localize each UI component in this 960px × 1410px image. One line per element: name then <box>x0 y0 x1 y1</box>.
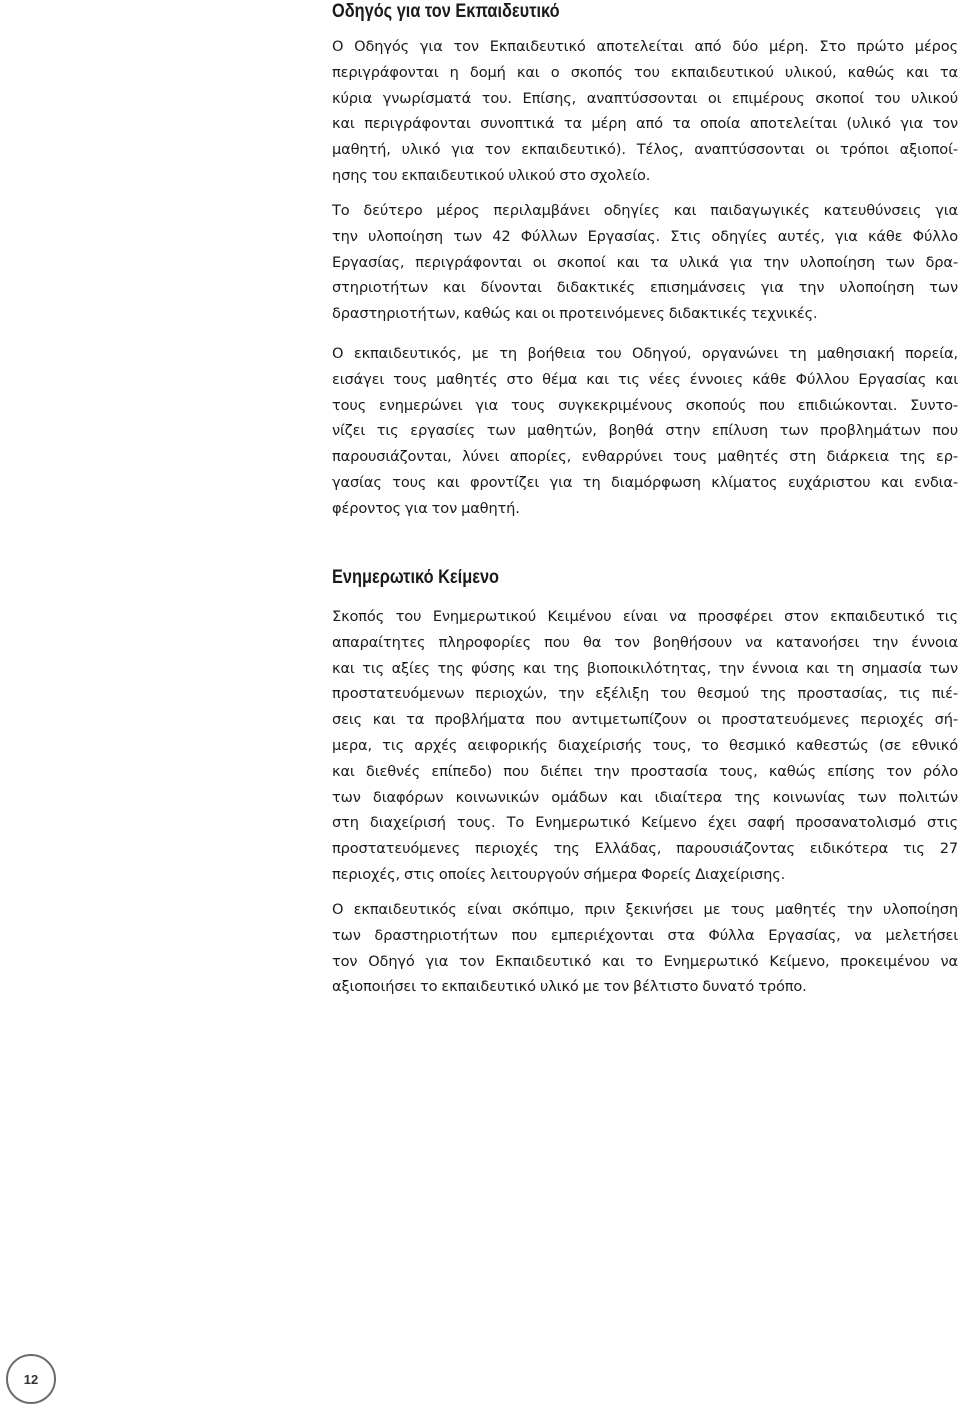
section-title-teacher-guide: Οδηγός για τον Εκπαιδευτικό <box>332 1 560 22</box>
text-line: αξιοποιήσει το εκπαιδευτικό υλικό με τον βέλτιστο δυνατό τρόπο. <box>332 978 807 996</box>
paragraph-second-part <box>332 198 958 327</box>
text-line: περιγράφονται η δομή και ο σκοπός του εκπαιδευτικού υλικού, καθώς και τα <box>332 63 958 81</box>
text-line: Ο Οδηγός για τον Εκπαιδευτικό αποτελείται από δύο μέρη. Στο πρώτο μέρος <box>332 38 958 55</box>
text-line: Εργασίας, περιγράφονται οι σκοποί και τα υλικά για την υλοποίηση των δρα- <box>332 253 958 271</box>
text-line: απαραίτητες πληροφορίες που θα τον βοηθήσουν να κατανοήσει την έννοια <box>332 633 958 651</box>
text-line: Ο εκπαιδευτικός, με τη βοήθεια του Οδηγού, οργανώνει τη μαθησιακή πορεία, <box>332 345 958 362</box>
paragraph-guide-structure <box>332 34 958 189</box>
text-line: Το δεύτερο μέρος περιλαμβάνει οδηγίες και παιδαγωγικές κατευθύνσεις για <box>332 202 958 219</box>
text-line: σεις και τα προβλήματα που αντιμετωπίζουν οι προστατευόμενες περιοχές σή- <box>332 711 958 729</box>
section-title-informative-text: Ενημερωτικό Κείμενο <box>332 567 500 588</box>
text-line: νίζει τις εργασίες των μαθητών, βοηθά στην επίλυση των προβλημάτων που <box>332 422 958 440</box>
text-line: και διεθνές επίπεδο) που διέπει την προστασία τους, καθώς επίσης τον ρόλο <box>332 762 958 780</box>
text-line: και περιγράφονται συνοπτικά τα μέρη από τα οποία αποτελείται (υλικό για τον <box>332 115 958 133</box>
text-line: κύρια γνωρίσματά του. Επίσης, αναπτύσσονται οι επιμέρους σκοποί του υλικού <box>332 89 958 107</box>
text-line: παρουσιάζονται, λύνει απορίες, ενθαρρύνει τους μαθητές στη διάρκεια της ερ- <box>332 448 958 466</box>
page-number: 12 <box>23 1371 39 1387</box>
paragraph-teacher-role <box>332 341 958 522</box>
text-line: και τις αξίες της φύσης και της βιοποικιλότητας, την έννοια και τη σημασία των <box>332 659 958 677</box>
text-line: τον Οδηγό για τον Εκπαιδευτικό και το Ενημερωτικό Κείμενο, προκειμένου να <box>332 952 958 970</box>
text-line: προστατευόμενων περιοχών, την εξέλιξη του θεσμού της προστασίας, τις πιέ- <box>332 685 958 703</box>
text-line: Ο εκπαιδευτικός είναι σκόπιμο, πριν ξεκινήσει με τους μαθητές την υλοποίηση <box>332 901 958 918</box>
text-line: στη διαχείρισή τους. Το Ενημερωτικό Κείμενο έχει σαφή προσανατολισμό στις <box>332 814 958 832</box>
text-line: μαθητή, υλικό για τον εκπαιδευτικό). Τέλος, αναπτύσσονται οι τρόποι αξιοποί- <box>332 141 958 159</box>
text-line: ησης του εκπαιδευτικού υλικού στο σχολείο. <box>332 166 651 184</box>
text-line: φέροντος για τον μαθητή. <box>332 499 520 517</box>
text-line: στηριοτήτων και δίνονται διδακτικές επισημάνσεις για την υλοποίηση των <box>332 279 958 297</box>
text-line: των διαφόρων κοινωνικών ομάδων και ιδιαίτερα της κοινωνίας των πολιτών <box>332 788 958 806</box>
text-line: δραστηριοτήτων, καθώς και οι προτεινόμενες διδακτικές τεχνικές. <box>332 305 818 323</box>
text-line: περιοχές, στις οποίες λειτουργούν σήμερα Φορείς Διαχείρισης. <box>332 865 786 883</box>
text-line: Σκοπός του Ενημερωτικού Κειμένου είναι να προσφέρει στον εκπαιδευτικό τις <box>332 608 958 625</box>
text-line: τους ενημερώνει για τους συγκεκριμένους σκοπούς που επιδιώκονται. Συντο- <box>332 396 958 414</box>
text-line: γασίας τους και φροντίζει για τη διαμόρφωση κλίματος ευχάριστου και ενδια- <box>332 473 958 491</box>
text-line: μερα, τις αρχές αειφορικής διαχείρισής τους, το θεσμικό καθεστώς (σε εθνικό <box>332 736 958 754</box>
text-line: των δραστηριοτήτων που εμπεριέχονται στα Φύλλα Εργασίας, να μελετήσει <box>332 926 958 944</box>
paragraph-informative-purpose <box>332 604 958 888</box>
text-line: την υλοποίηση των 42 Φύλλων Εργασίας. Στις οδηγίες αυτές, για κάθε Φύλλο <box>332 227 958 245</box>
page-number-badge <box>6 1354 56 1404</box>
paragraph-teacher-advice <box>332 897 958 1000</box>
text-line: προστατευόμενες περιοχές της Ελλάδας, παρουσιάζοντας ειδικότερα τις 27 <box>332 840 958 858</box>
text-line: εισάγει τους μαθητές στο θέμα και τις νέες έννοιες κάθε Φύλλου Εργασίας και <box>332 370 958 388</box>
